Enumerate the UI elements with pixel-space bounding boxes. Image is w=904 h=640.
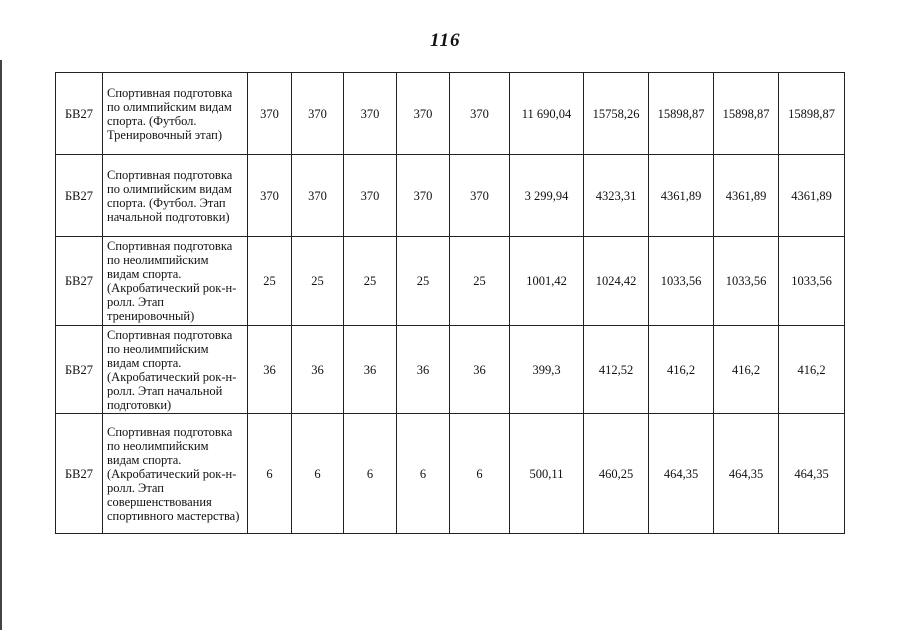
count-cell: 25 <box>344 237 397 326</box>
row-code: БВ27 <box>56 326 103 414</box>
page-number: 116 <box>430 30 461 51</box>
count-cell: 6 <box>450 414 510 534</box>
count-cell: 25 <box>248 237 292 326</box>
count-cell: 370 <box>292 155 344 237</box>
row-code: БВ27 <box>56 73 103 155</box>
amount-cell: 15898,87 <box>714 73 779 155</box>
row-description: Спортивная подготовка по неолимпийским видам спорта. (Акробатический рок-н-ролл. Этап совершенствования спортивного мастерства) <box>103 414 248 534</box>
amount-cell: 4323,31 <box>584 155 649 237</box>
count-cell: 370 <box>248 155 292 237</box>
count-cell: 370 <box>450 155 510 237</box>
amount-cell: 4361,89 <box>779 155 845 237</box>
count-cell: 6 <box>292 414 344 534</box>
count-cell: 370 <box>397 155 450 237</box>
amount-cell: 412,52 <box>584 326 649 414</box>
amount-cell: 1033,56 <box>649 237 714 326</box>
amount-cell: 15898,87 <box>779 73 845 155</box>
table-row <box>56 326 845 414</box>
amount-cell: 4361,89 <box>714 155 779 237</box>
row-code: БВ27 <box>56 237 103 326</box>
amount-cell: 1024,42 <box>584 237 649 326</box>
table-row <box>56 414 845 534</box>
amount-cell: 460,25 <box>584 414 649 534</box>
row-description: Спортивная подготовка по неолимпийским видам спорта. (Акробатический рок-н-ролл. Этап начальной подготовки) <box>103 326 248 414</box>
count-cell: 370 <box>292 73 344 155</box>
count-cell: 36 <box>292 326 344 414</box>
table-row <box>56 73 845 155</box>
count-cell: 25 <box>397 237 450 326</box>
amount-cell: 1033,56 <box>714 237 779 326</box>
amount-cell: 1001,42 <box>510 237 584 326</box>
amount-cell: 11 690,04 <box>510 73 584 155</box>
amount-cell: 3 299,94 <box>510 155 584 237</box>
row-description: Спортивная подготовка по олимпийским видам спорта. (Футбол. Этап начальной подготовки) <box>103 155 248 237</box>
amount-cell: 15758,26 <box>584 73 649 155</box>
amount-cell: 1033,56 <box>779 237 845 326</box>
amount-cell: 15898,87 <box>649 73 714 155</box>
amount-cell: 500,11 <box>510 414 584 534</box>
row-code: БВ27 <box>56 414 103 534</box>
count-cell: 370 <box>344 155 397 237</box>
count-cell: 25 <box>450 237 510 326</box>
amount-cell: 464,35 <box>779 414 845 534</box>
count-cell: 370 <box>450 73 510 155</box>
row-description: Спортивная подготовка по неолимпийским видам спорта. (Акробатический рок-н-ролл. Этап тренировочный) <box>103 237 248 326</box>
amount-cell: 416,2 <box>779 326 845 414</box>
count-cell: 370 <box>397 73 450 155</box>
table-row <box>56 155 845 237</box>
count-cell: 36 <box>397 326 450 414</box>
scan-edge-line <box>0 60 2 630</box>
amount-cell: 464,35 <box>714 414 779 534</box>
count-cell: 25 <box>292 237 344 326</box>
count-cell: 370 <box>248 73 292 155</box>
row-code: БВ27 <box>56 155 103 237</box>
count-cell: 36 <box>344 326 397 414</box>
count-cell: 36 <box>450 326 510 414</box>
count-cell: 370 <box>344 73 397 155</box>
count-cell: 6 <box>248 414 292 534</box>
amount-cell: 4361,89 <box>649 155 714 237</box>
amount-cell: 416,2 <box>649 326 714 414</box>
count-cell: 36 <box>248 326 292 414</box>
count-cell: 6 <box>344 414 397 534</box>
amount-cell: 416,2 <box>714 326 779 414</box>
table-row <box>56 237 845 326</box>
amount-cell: 464,35 <box>649 414 714 534</box>
count-cell: 6 <box>397 414 450 534</box>
row-description: Спортивная подготовка по олимпийским видам спорта. (Футбол. Тренировочный этап) <box>103 73 248 155</box>
amount-cell: 399,3 <box>510 326 584 414</box>
budget-table <box>55 72 845 534</box>
